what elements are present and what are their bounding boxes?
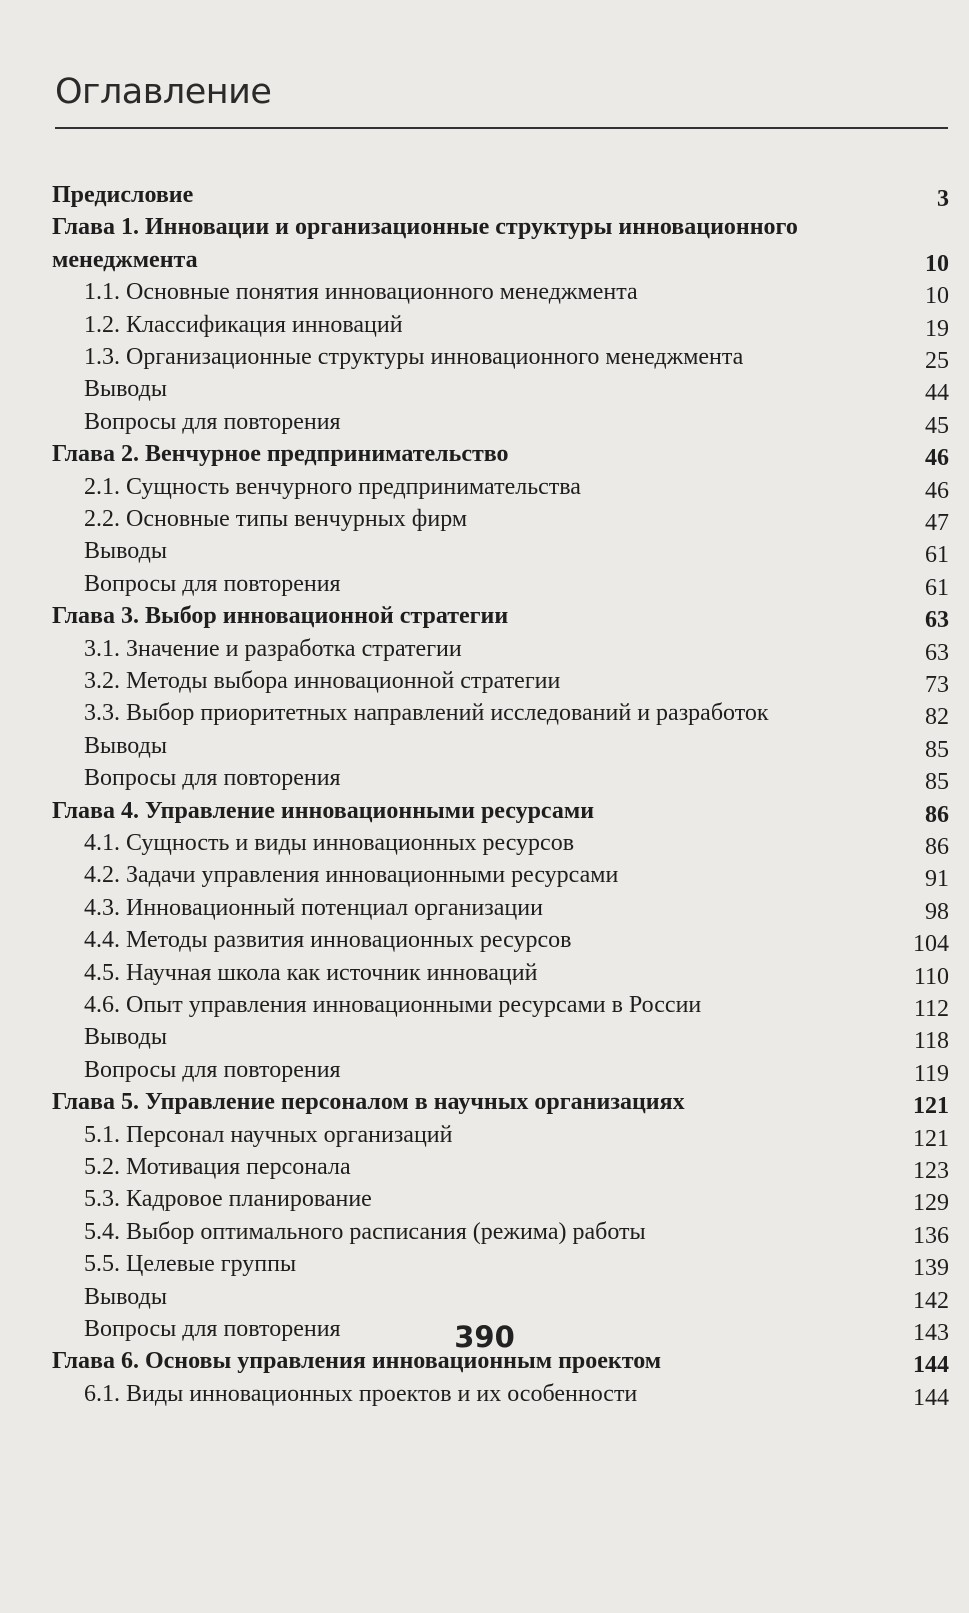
toc-entry-title: 3.1. Значение и разработка стратегии bbox=[84, 635, 462, 662]
toc-page-number: 123 bbox=[913, 1158, 949, 1184]
toc-entry-title: 4.5. Научная школа как источник инноваций bbox=[84, 959, 538, 986]
toc-page-number: 91 bbox=[925, 866, 949, 893]
toc-page-number: 25 bbox=[925, 348, 949, 374]
page-number: 390 bbox=[454, 1320, 515, 1354]
toc-page-number: 85 bbox=[925, 769, 949, 796]
toc-entry-title: 3.2. Методы выбора инновационной стратегии bbox=[84, 668, 561, 694]
toc-page-number: 45 bbox=[925, 412, 949, 439]
toc-page-number: 121 bbox=[913, 1093, 949, 1120]
toc-page-number: 10 bbox=[925, 283, 949, 310]
toc-entry-title: 5.2. Мотивация персонала bbox=[84, 1154, 351, 1180]
toc-entry-title: 2.1. Сущность венчурного предпринимательства bbox=[84, 473, 581, 500]
toc-page-number: 139 bbox=[913, 1255, 949, 1282]
toc-entry-title: Выводы bbox=[84, 376, 167, 403]
toc-entry-title: 4.1. Сущность и виды инновационных ресурсов bbox=[84, 830, 575, 856]
toc-entry-title: Вопросы для повторения bbox=[84, 765, 341, 792]
toc-entry-title: 6.1. Виды инновационных проектов и их особенности bbox=[84, 1380, 638, 1407]
toc-page-number: 47 bbox=[925, 510, 949, 536]
toc-page-number: 143 bbox=[913, 1320, 949, 1346]
toc-page-number: 85 bbox=[925, 736, 949, 763]
toc-page-number: 121 bbox=[913, 1125, 949, 1152]
toc-page-number: 82 bbox=[925, 704, 949, 731]
toc-page-number: 46 bbox=[925, 445, 949, 472]
toc-entry-title: Вопросы для повторения bbox=[84, 1056, 341, 1083]
toc-page-number: 61 bbox=[925, 574, 949, 601]
toc-entry-title: Выводы bbox=[84, 538, 167, 565]
toc-page-number: 10 bbox=[925, 250, 949, 277]
toc-page-number: 44 bbox=[925, 380, 949, 407]
toc-page-number: 110 bbox=[913, 963, 949, 990]
toc-entry-title: 4.3. Инновационный потенциал организации bbox=[84, 894, 543, 921]
toc-entry-title: 1.2. Классификация инноваций bbox=[84, 311, 403, 338]
toc-chapter-title: Глава 2. Венчурное предпринимательство bbox=[52, 441, 509, 468]
toc-page-number: 86 bbox=[925, 834, 949, 860]
toc-page-number: 3 bbox=[937, 186, 949, 212]
toc-page-number: 73 bbox=[925, 672, 949, 698]
toc-entry-title: 5.4. Выбор оптимального расписания (режима) работы bbox=[84, 1218, 646, 1245]
toc-entry-title: 1.3. Организационные структуры инновационного менеджмента bbox=[84, 344, 744, 370]
toc-entry-title: 1.1. Основные понятия инновационного менеджмента bbox=[84, 279, 638, 306]
toc-chapter-title: Глава 4. Управление инновационными ресурсами bbox=[52, 797, 595, 824]
toc-chapter-title: Глава 6. Основы управления инновационным проектом bbox=[52, 1348, 662, 1375]
toc-entry-title: 4.6. Опыт управления инновационными ресурсами в России bbox=[84, 992, 702, 1018]
toc-entry-title: Выводы bbox=[84, 1283, 167, 1310]
toc-entry-title: 5.5. Целевые группы bbox=[84, 1251, 297, 1278]
toc-page-number: 136 bbox=[913, 1222, 949, 1249]
toc-page-number: 144 bbox=[913, 1384, 949, 1411]
toc-page-number: 46 bbox=[925, 477, 949, 504]
toc-entry-title: 2.2. Основные типы венчурных фирм bbox=[84, 506, 468, 532]
toc-entry-title: Вопросы для повторения bbox=[84, 1316, 341, 1342]
toc-entry-title: 5.3. Кадровое планирование bbox=[84, 1186, 372, 1213]
toc-page-number: 63 bbox=[925, 639, 949, 666]
toc-page-number: 119 bbox=[913, 1060, 949, 1087]
toc-entry-title: Выводы bbox=[84, 1024, 167, 1051]
toc-entry-title: 5.1. Персонал научных организаций bbox=[84, 1121, 453, 1148]
toc-chapter-title: Предисловие bbox=[52, 182, 194, 208]
toc-entry-title: Вопросы для повторения bbox=[84, 408, 341, 435]
toc-page-number: 112 bbox=[913, 996, 949, 1022]
toc-entry-title: Вопросы для повторения bbox=[84, 570, 341, 597]
page-title: Оглавление bbox=[55, 72, 272, 112]
toc-chapter-title: Глава 1. Инновации и организационные структуры инновационного bbox=[52, 214, 798, 241]
toc-page-number: 129 bbox=[913, 1190, 949, 1217]
toc-page-number: 142 bbox=[913, 1287, 949, 1314]
toc-page-number: 86 bbox=[925, 801, 949, 828]
toc-page-number: 98 bbox=[925, 898, 949, 925]
toc-chapter-title: Глава 3. Выбор инновационной стратегии bbox=[52, 603, 509, 630]
toc-page-number: 144 bbox=[913, 1352, 949, 1379]
toc-page-number: 63 bbox=[925, 607, 949, 634]
toc-entry-title: 4.2. Задачи управления инновационными ресурсами bbox=[84, 862, 619, 889]
toc-page-number: 61 bbox=[925, 542, 949, 569]
toc-entry-title: 4.4. Методы развития инновационных ресурсов bbox=[84, 927, 572, 954]
toc-page-number: 19 bbox=[925, 315, 949, 342]
toc-chapter-title-continued: менеджмента bbox=[52, 246, 198, 273]
toc-page-number: 104 bbox=[913, 931, 949, 958]
toc-entry-title: Выводы bbox=[84, 732, 167, 759]
toc-chapter-title: Глава 5. Управление персоналом в научных организациях bbox=[52, 1089, 685, 1116]
toc-page-number: 118 bbox=[913, 1028, 949, 1055]
toc-entry-title: 3.3. Выбор приоритетных направлений исследований и разработок bbox=[84, 700, 769, 727]
